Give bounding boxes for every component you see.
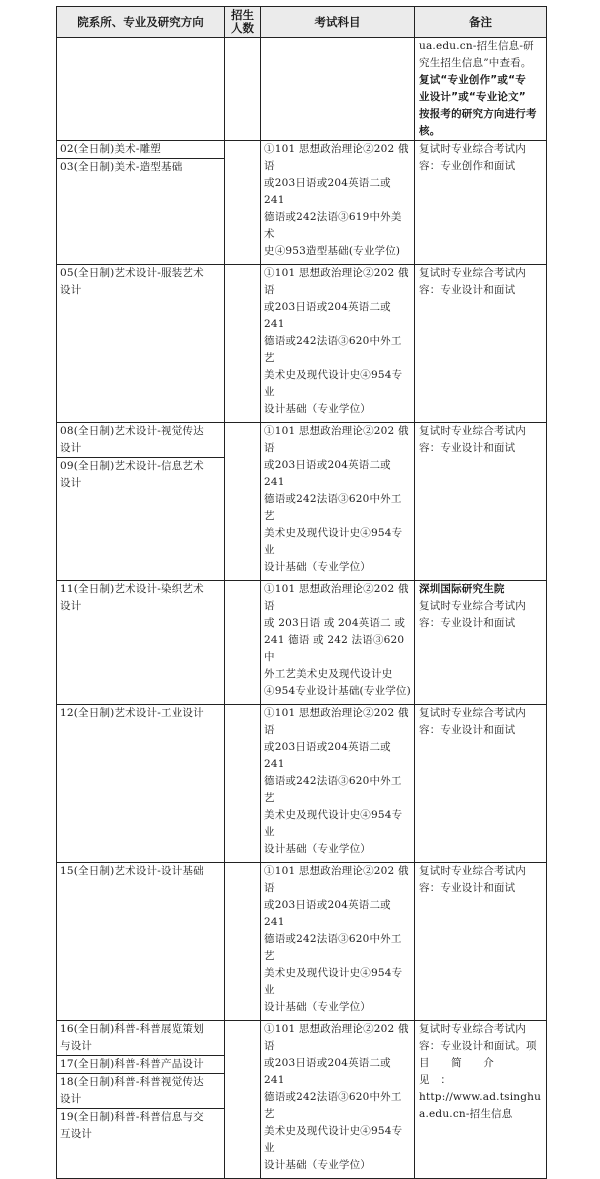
exam-cell (261, 141, 415, 265)
note-line: 复试时专业综合考试内 (419, 143, 526, 155)
exam-line: ①101 思想政治理论②202 俄语 (264, 583, 409, 612)
quota-cell (225, 423, 261, 581)
header-program: 院系所、专业及研究方向 (57, 7, 225, 38)
exam-line: 或203日语或204英语二或241 (264, 301, 391, 330)
program-line: 设计 (60, 442, 82, 454)
note-cell (415, 423, 547, 581)
header-row (57, 7, 547, 38)
note-line: 复试时专业综合考试内 (419, 1023, 526, 1035)
quota-cell (225, 863, 261, 1021)
program-line: 08(全日制)艺术设计-视觉传达 (60, 425, 204, 437)
program-cell (57, 705, 225, 863)
program-line: 17(全日制)科普-科普产品设计 (60, 1058, 204, 1070)
exam-line: 或203日语或204英语二或241 (264, 899, 391, 928)
exam-cell (261, 863, 415, 1021)
note-bold-line: 深圳国际研究生院 (419, 583, 505, 595)
exam-spacer (264, 1016, 411, 1020)
program-entry (57, 457, 224, 492)
exam-line: 设计基础（专业学位） (264, 403, 371, 415)
exam-line: 或203日语或204英语二或241 (264, 177, 391, 206)
exam-spacer (264, 858, 411, 862)
program-line: 11(全日制)艺术设计-染织艺术 (60, 583, 204, 595)
exam-line: 设计基础（专业学位） (264, 1001, 371, 1013)
program-cell (57, 141, 225, 265)
exam-spacer (264, 260, 411, 264)
program-line: 05(全日制)艺术设计-服装艺术 (60, 267, 204, 279)
quota-cell (225, 265, 261, 423)
program-cell (57, 863, 225, 1021)
program-group-row (57, 423, 547, 581)
program-group-row (57, 581, 547, 705)
program-entry (57, 863, 224, 880)
program-line: 互设计 (60, 1128, 93, 1140)
program-line: 18(全日制)科普-科普视觉传达 (60, 1076, 204, 1088)
note-line: 容：专业设计和面试 (419, 284, 516, 296)
exam-cell (261, 581, 415, 705)
exam-spacer (264, 418, 411, 422)
quota-cell (225, 581, 261, 705)
top-note-bold: 业设计”或“专业论文” (419, 91, 526, 103)
exam-line: ①101 思想政治理论②202 俄语 (264, 267, 409, 296)
top-note-line: ua.edu.cn-招生信息-研 (419, 40, 534, 52)
top-note-bold: 核。 (419, 125, 441, 137)
header-quota (225, 7, 261, 38)
header-quota-line2: 人数 (231, 21, 254, 35)
top-row (57, 38, 547, 141)
program-entry (57, 423, 224, 457)
note-line: 容：专业设计和面试 (419, 724, 516, 736)
program-entry (57, 1021, 224, 1055)
top-note-line: 究生招生信息”中查看。 (419, 57, 532, 69)
program-cell (57, 265, 225, 423)
program-entry (57, 158, 224, 176)
program-entry (57, 581, 224, 615)
exam-line: 设计基础（专业学位） (264, 561, 371, 573)
top-program-cell (57, 38, 225, 141)
program-line: 与设计 (60, 1040, 93, 1052)
note-line: 容：专业设计和面试 (419, 617, 516, 629)
note-cell (415, 863, 547, 1021)
note-line: 复试时专业综合考试内 (419, 267, 526, 279)
note-line: 容：专业创作和面试 (419, 160, 516, 172)
program-entry (57, 1073, 224, 1108)
quota-cell (225, 1021, 261, 1179)
top-quota-cell (225, 38, 261, 141)
header-quota-line1: 招生 (231, 8, 254, 22)
program-entry (57, 141, 224, 158)
top-exam-cell (261, 38, 415, 141)
exam-line: 外工艺美术史及现代设计史 (264, 668, 393, 680)
note-cell (415, 705, 547, 863)
program-group-row (57, 265, 547, 423)
exam-line: 德语或242法语③620中外工艺 (264, 493, 402, 522)
note-cell (415, 265, 547, 423)
program-group-row (57, 705, 547, 863)
program-line: 02(全日制)美术-雕塑 (60, 143, 162, 155)
quota-cell (225, 141, 261, 265)
program-cell (57, 1021, 225, 1179)
admissions-table (56, 6, 547, 1179)
note-line: 复试时专业综合考试内 (419, 707, 526, 719)
exam-line: 美术史及现代设计史④954专业 (264, 809, 403, 838)
exam-line: 德语或242法语③620中外工艺 (264, 335, 402, 364)
exam-line: 或203日语或204英语二或241 (264, 1057, 391, 1086)
program-line: 设计 (60, 1093, 82, 1105)
header-note: 备注 (415, 7, 547, 38)
note-line: 复试时专业综合考试内 (419, 425, 526, 437)
note-line: 目 简 介 见 ： (419, 1057, 516, 1086)
program-group-row (57, 141, 547, 265)
exam-cell (261, 265, 415, 423)
exam-line: ①101 思想政治理论②202 俄语 (264, 425, 409, 454)
program-entry (57, 265, 224, 299)
exam-line: 德语或242法语③620中外工艺 (264, 775, 402, 804)
program-line: 设计 (60, 284, 82, 296)
note-line: http://www.ad.tsinghu (419, 1091, 542, 1103)
exam-line: 美术史及现代设计史④954专业 (264, 967, 403, 996)
exam-line: 美术史及现代设计史④954专业 (264, 527, 403, 556)
exam-line: 设计基础（专业学位） (264, 843, 371, 855)
exam-line: 史④953造型基础(专业学位) (264, 245, 401, 257)
exam-line: 或 203日语 或 204英语二 或 (264, 617, 406, 629)
note-line: 容：专业设计和面试 (419, 882, 516, 894)
note-cell (415, 581, 547, 705)
exam-line: ①101 思想政治理论②202 俄语 (264, 1023, 409, 1052)
program-cell (57, 423, 225, 581)
program-line: 设计 (60, 477, 82, 489)
top-note-bold: 复试“专业创作”或“专 (419, 74, 526, 86)
program-line: 16(全日制)科普-科普展览策划 (60, 1023, 204, 1035)
exam-line: ①101 思想政治理论②202 俄语 (264, 865, 409, 894)
exam-line: 德语或242法语③620中外工艺 (264, 1091, 402, 1120)
note-line: 容：专业设计和面试。项 (419, 1040, 537, 1052)
quota-cell (225, 705, 261, 863)
program-line: 03(全日制)美术-造型基础 (60, 161, 183, 173)
exam-spacer (264, 576, 411, 580)
note-cell (415, 1021, 547, 1179)
program-entry (57, 1055, 224, 1073)
program-cell (57, 581, 225, 705)
program-line: 09(全日制)艺术设计-信息艺术 (60, 460, 204, 472)
note-line: 复试时专业综合考试内 (419, 600, 526, 612)
exam-line: ①101 思想政治理论②202 俄语 (264, 143, 409, 172)
exam-line: 美术史及现代设计史④954专业 (264, 369, 403, 398)
exam-cell (261, 705, 415, 863)
header-exam: 考试科目 (261, 7, 415, 38)
program-entry (57, 705, 224, 722)
program-line: 12(全日制)艺术设计-工业设计 (60, 707, 204, 719)
exam-line: 美术史及现代设计史④954专业 (264, 1125, 403, 1154)
note-line: 复试时专业综合考试内 (419, 865, 526, 877)
program-line: 19(全日制)科普-科普信息与交 (60, 1111, 204, 1123)
exam-line: 241 德语 或 242 法语③620 中 (264, 634, 405, 663)
note-line: a.edu.cn-招生信息 (419, 1108, 513, 1120)
exam-line: 德语或242法语③620中外工艺 (264, 933, 402, 962)
exam-line: ④954专业设计基础(专业学位) (264, 685, 411, 697)
program-line: 15(全日制)艺术设计-设计基础 (60, 865, 204, 877)
top-note-bold: 按报考的研究方向进行考 (419, 108, 537, 120)
program-line: 设计 (60, 600, 82, 612)
exam-spacer (264, 700, 411, 704)
top-note-cell (415, 38, 547, 141)
note-cell (415, 141, 547, 265)
program-group-row (57, 1021, 547, 1179)
note-line: 容：专业设计和面试 (419, 442, 516, 454)
exam-line: ①101 思想政治理论②202 俄语 (264, 707, 409, 736)
exam-line: 或203日语或204英语二或241 (264, 741, 391, 770)
exam-line: 德语或242法语③619中外美术 (264, 211, 402, 240)
exam-line: 或203日语或204英语二或241 (264, 459, 391, 488)
exam-cell (261, 1021, 415, 1179)
exam-cell (261, 423, 415, 581)
program-entry (57, 1108, 224, 1143)
program-group-row (57, 863, 547, 1021)
exam-line: 设计基础（专业学位） (264, 1159, 371, 1171)
exam-spacer (264, 1174, 411, 1178)
